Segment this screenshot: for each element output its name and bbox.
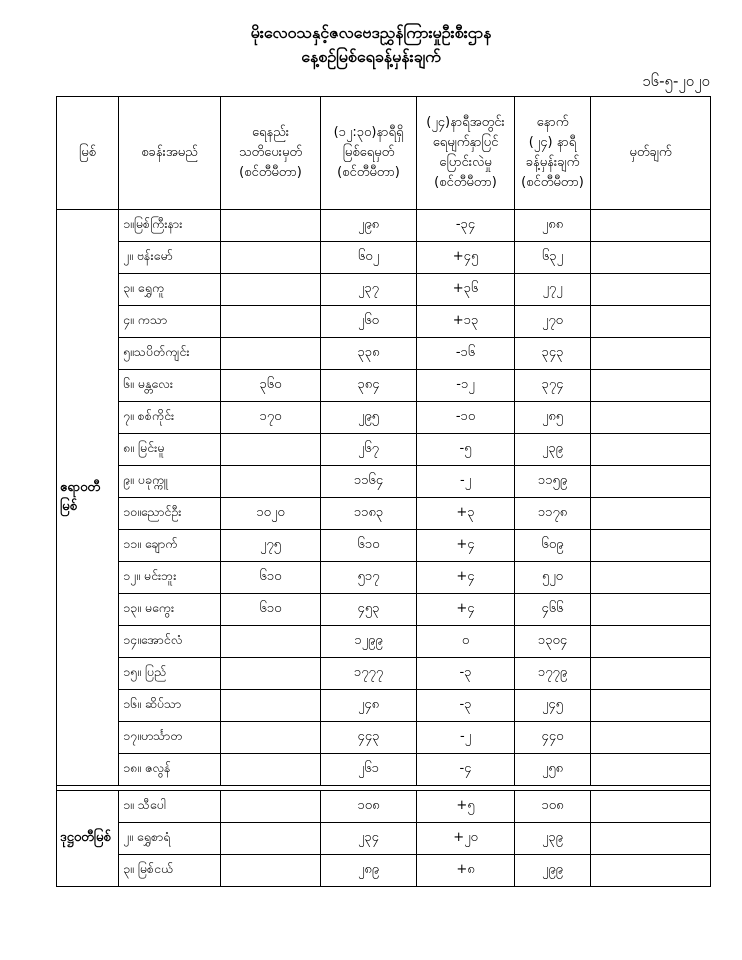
remark-cell xyxy=(591,754,711,786)
station-cell: ၁၄။အောင်လံ xyxy=(119,626,221,658)
column-header-line: သတိပေးမှတ် xyxy=(238,145,303,160)
remark-cell xyxy=(591,530,711,562)
column-header-line: ရေမျက်နှာပြင် xyxy=(432,135,499,150)
table-row xyxy=(57,434,711,466)
level-cell: ၂၆၇ xyxy=(321,434,417,466)
river-name-cell: ဧရာဝတီမြစ် xyxy=(57,210,119,786)
column-header-change xyxy=(417,97,515,210)
change-cell: -၂ xyxy=(417,466,515,498)
forecast-cell: ၂၇၀ xyxy=(515,306,591,338)
remark-cell xyxy=(591,658,711,690)
remark-cell xyxy=(591,306,711,338)
remark-cell xyxy=(591,626,711,658)
column-header-line: မြစ်ရေမှတ် xyxy=(342,145,395,160)
change-cell: -၄ xyxy=(417,754,515,786)
station-cell: ၈။ မြင်းမူ xyxy=(119,434,221,466)
table-row xyxy=(57,658,711,690)
column-header-line: (စင်တီမီတာ) xyxy=(434,175,497,190)
station-cell: ၁၁။ ချောက် xyxy=(119,530,221,562)
change-cell: -၁၂ xyxy=(417,370,515,402)
table-row xyxy=(57,306,711,338)
remark-cell xyxy=(591,402,711,434)
table-row xyxy=(57,274,711,306)
forecast-cell: ၄၄၀ xyxy=(515,722,591,754)
change-cell: -၅ xyxy=(417,434,515,466)
table-row xyxy=(57,791,711,823)
table-row xyxy=(57,823,711,855)
change-cell: -၁၀ xyxy=(417,402,515,434)
forecast-cell: ၁၃၀၄ xyxy=(515,626,591,658)
station-cell: ၉။ ပခုက္ကူ xyxy=(119,466,221,498)
level-cell: ၂၄၈ xyxy=(321,690,417,722)
danger-cell: ၆၁၀ xyxy=(221,594,321,626)
table-row xyxy=(57,594,711,626)
remark-cell xyxy=(591,594,711,626)
change-cell: +၃၆ xyxy=(417,274,515,306)
forecast-cell: ၅၂၀ xyxy=(515,562,591,594)
table-row xyxy=(57,498,711,530)
change-cell: +၄ xyxy=(417,530,515,562)
remark-cell xyxy=(591,466,711,498)
level-cell: ၂၉၅ xyxy=(321,402,417,434)
remark-cell xyxy=(591,722,711,754)
level-cell: ၅၁၇ xyxy=(321,562,417,594)
column-header-line: ပြောင်းလဲမှု xyxy=(439,155,492,170)
danger-cell xyxy=(221,722,321,754)
level-cell: ၂၃၄ xyxy=(321,823,417,855)
station-cell: ၁။မြစ်ကြီးနား xyxy=(119,210,221,242)
level-cell: ၄၅၃ xyxy=(321,594,417,626)
table-row xyxy=(57,210,711,242)
change-cell: +၄ xyxy=(417,562,515,594)
danger-cell: ၂၇၅ xyxy=(221,530,321,562)
change-cell: -၃ xyxy=(417,690,515,722)
danger-cell xyxy=(221,242,321,274)
forecast-cell: ၂၄၅ xyxy=(515,690,591,722)
change-cell: ၀ xyxy=(417,626,515,658)
remark-cell xyxy=(591,242,711,274)
remark-cell xyxy=(591,338,711,370)
level-cell: ၂၆၁ xyxy=(321,754,417,786)
table-row xyxy=(57,562,711,594)
danger-cell xyxy=(221,754,321,786)
remark-cell xyxy=(591,210,711,242)
change-cell: -၃ xyxy=(417,658,515,690)
table-row xyxy=(57,722,711,754)
forecast-cell: ၂၈၈ xyxy=(515,210,591,242)
forecast-cell: ၆၀၉ xyxy=(515,530,591,562)
change-cell: +၃ xyxy=(417,498,515,530)
column-header-river xyxy=(57,97,119,210)
column-header-line: မှတ်ချက် xyxy=(629,145,672,160)
forecast-cell: ၁၁၅၉ xyxy=(515,466,591,498)
table-header xyxy=(57,97,711,210)
column-header-line: (စင်တီမီတာ) xyxy=(337,165,400,180)
column-header-line: နောက် xyxy=(536,115,569,130)
station-cell: ၃။ ရွှေကူ xyxy=(119,274,221,306)
remark-cell xyxy=(591,370,711,402)
forecast-cell: ၁၇၇၉ xyxy=(515,658,591,690)
column-header-remark xyxy=(591,97,711,210)
column-header-line: မြစ် xyxy=(79,145,96,160)
page-title: မိုးလေဝသနှင့်ဇလဗေဒညွှန်ကြားမှုဦးစီးဌာန xyxy=(250,23,492,42)
danger-cell xyxy=(221,626,321,658)
level-cell: ၆၀၂ xyxy=(321,242,417,274)
station-cell: ၅။သပိတ်ကျင်း xyxy=(119,338,221,370)
change-cell: -၃၄ xyxy=(417,210,515,242)
change-cell: +၂၀ xyxy=(417,823,515,855)
station-cell: ၁၅။ ပြည် xyxy=(119,658,221,690)
column-header-line: (စင်တီမီတာ) xyxy=(239,165,302,180)
report-date: ၁၆-၅-၂၀၂၀ xyxy=(642,72,710,90)
table-row xyxy=(57,338,711,370)
header-row xyxy=(57,97,711,210)
column-header-forecast xyxy=(515,97,591,210)
forecast-cell: ၃၇၄ xyxy=(515,370,591,402)
table-row xyxy=(57,530,711,562)
danger-cell xyxy=(221,274,321,306)
river-level-table xyxy=(56,96,711,887)
forecast-cell: ၆၃၂ xyxy=(515,242,591,274)
change-cell: +၄၅ xyxy=(417,242,515,274)
level-cell: ၁၁၈၃ xyxy=(321,498,417,530)
change-cell: +၅ xyxy=(417,791,515,823)
level-cell: ၂၉၈ xyxy=(321,210,417,242)
column-header-line: (၂၄)နာရီအတွင်း xyxy=(426,115,505,130)
forecast-cell: ၁၁၇၈ xyxy=(515,498,591,530)
station-cell: ၁၃။ မကွေး xyxy=(119,594,221,626)
remark-cell xyxy=(591,498,711,530)
column-header-line: စခန်းအမည် xyxy=(141,145,198,160)
station-cell: ၁၀။ညောင်ဦး xyxy=(119,498,221,530)
remark-cell xyxy=(591,562,711,594)
danger-cell xyxy=(221,791,321,823)
remark-cell xyxy=(591,434,711,466)
forecast-cell: ၂၈၅ xyxy=(515,402,591,434)
change-cell: +၈ xyxy=(417,855,515,887)
change-cell: +၁၃ xyxy=(417,306,515,338)
station-cell: ၁၆။ ဆိပ်သာ xyxy=(119,690,221,722)
forecast-cell: ၃၄၃ xyxy=(515,338,591,370)
danger-cell xyxy=(221,434,321,466)
column-header-level xyxy=(321,97,417,210)
table-row xyxy=(57,242,711,274)
danger-cell xyxy=(221,658,321,690)
remark-cell xyxy=(591,690,711,722)
danger-cell xyxy=(221,823,321,855)
danger-cell xyxy=(221,210,321,242)
danger-cell xyxy=(221,690,321,722)
column-header-line: (စင်တီမီတာ) xyxy=(521,175,584,190)
station-cell: ၇။ စစ်ကိုင်း xyxy=(119,402,221,434)
column-header-line: (၂၄) နာရီ xyxy=(528,135,577,150)
station-cell: ၂။ ရွှေစာရံ xyxy=(119,823,221,855)
column-header-line: (၁၂:၃၀)နာရီရှိ xyxy=(333,125,404,140)
forecast-cell: ၄၆၆ xyxy=(515,594,591,626)
remark-cell xyxy=(591,855,711,887)
danger-cell: ၃၆၀ xyxy=(221,370,321,402)
danger-cell: ၆၁၀ xyxy=(221,562,321,594)
remark-cell xyxy=(591,823,711,855)
table-row xyxy=(57,370,711,402)
level-cell: ၂၃၇ xyxy=(321,274,417,306)
station-cell: ၁၈။ ဇလွန် xyxy=(119,754,221,786)
station-cell: ၁။ သီပေါ xyxy=(119,791,221,823)
table-row xyxy=(57,690,711,722)
danger-cell xyxy=(221,338,321,370)
river-name-cell: ဒုဋ္ဌဝတီမြစ် xyxy=(57,791,119,887)
level-cell: ၄၄၃ xyxy=(321,722,417,754)
table-row xyxy=(57,402,711,434)
danger-cell xyxy=(221,855,321,887)
level-cell: ၁၇၇၇ xyxy=(321,658,417,690)
forecast-cell: ၂၅၈ xyxy=(515,754,591,786)
level-cell: ၂၆၀ xyxy=(321,306,417,338)
level-cell: ၁၂၉၉ xyxy=(321,626,417,658)
station-cell: ၄။ ကသာ xyxy=(119,306,221,338)
table-row xyxy=(57,626,711,658)
forecast-cell: ၂၉၉ xyxy=(515,855,591,887)
station-cell: ၁၂။ မင်းဘူး xyxy=(119,562,221,594)
station-cell: ၃။ မြစ်ငယ် xyxy=(119,855,221,887)
level-cell: ၃၈၄ xyxy=(321,370,417,402)
forecast-cell: ၂၇၂ xyxy=(515,274,591,306)
change-cell: -၁၆ xyxy=(417,338,515,370)
forecast-cell: ၂၃၉ xyxy=(515,434,591,466)
danger-cell xyxy=(221,306,321,338)
remark-cell xyxy=(591,274,711,306)
table-row xyxy=(57,855,711,887)
column-header-line: ခန့်မှန်းချက် xyxy=(525,155,580,170)
station-cell: ၆။ မန္တလေး xyxy=(119,370,221,402)
danger-cell: ၁၇၀ xyxy=(221,402,321,434)
column-header-line: ရေနည်း xyxy=(251,125,290,140)
forecast-cell: ၁၀၈ xyxy=(515,791,591,823)
station-cell: ၁၇။ဟင်္သာတ xyxy=(119,722,221,754)
change-cell: +၄ xyxy=(417,594,515,626)
danger-cell: ၁၀၂၀ xyxy=(221,498,321,530)
level-cell: ၃၃၈ xyxy=(321,338,417,370)
level-cell: ၁၁၆၄ xyxy=(321,466,417,498)
station-cell: ၂။ ဗန်းမော် xyxy=(119,242,221,274)
table-body xyxy=(57,210,711,887)
danger-cell xyxy=(221,466,321,498)
forecast-cell: ၂၃၉ xyxy=(515,823,591,855)
column-header-station xyxy=(119,97,221,210)
table-row xyxy=(57,466,711,498)
change-cell: -၂ xyxy=(417,722,515,754)
page-subtitle: နေ့စဉ်မြစ်ရေခန့်မှန်းချက် xyxy=(301,47,441,66)
column-header-danger xyxy=(221,97,321,210)
level-cell: ၁၀၈ xyxy=(321,791,417,823)
level-cell: ၂၈၉ xyxy=(321,855,417,887)
table-row xyxy=(57,754,711,786)
remark-cell xyxy=(591,791,711,823)
level-cell: ၆၁၀ xyxy=(321,530,417,562)
